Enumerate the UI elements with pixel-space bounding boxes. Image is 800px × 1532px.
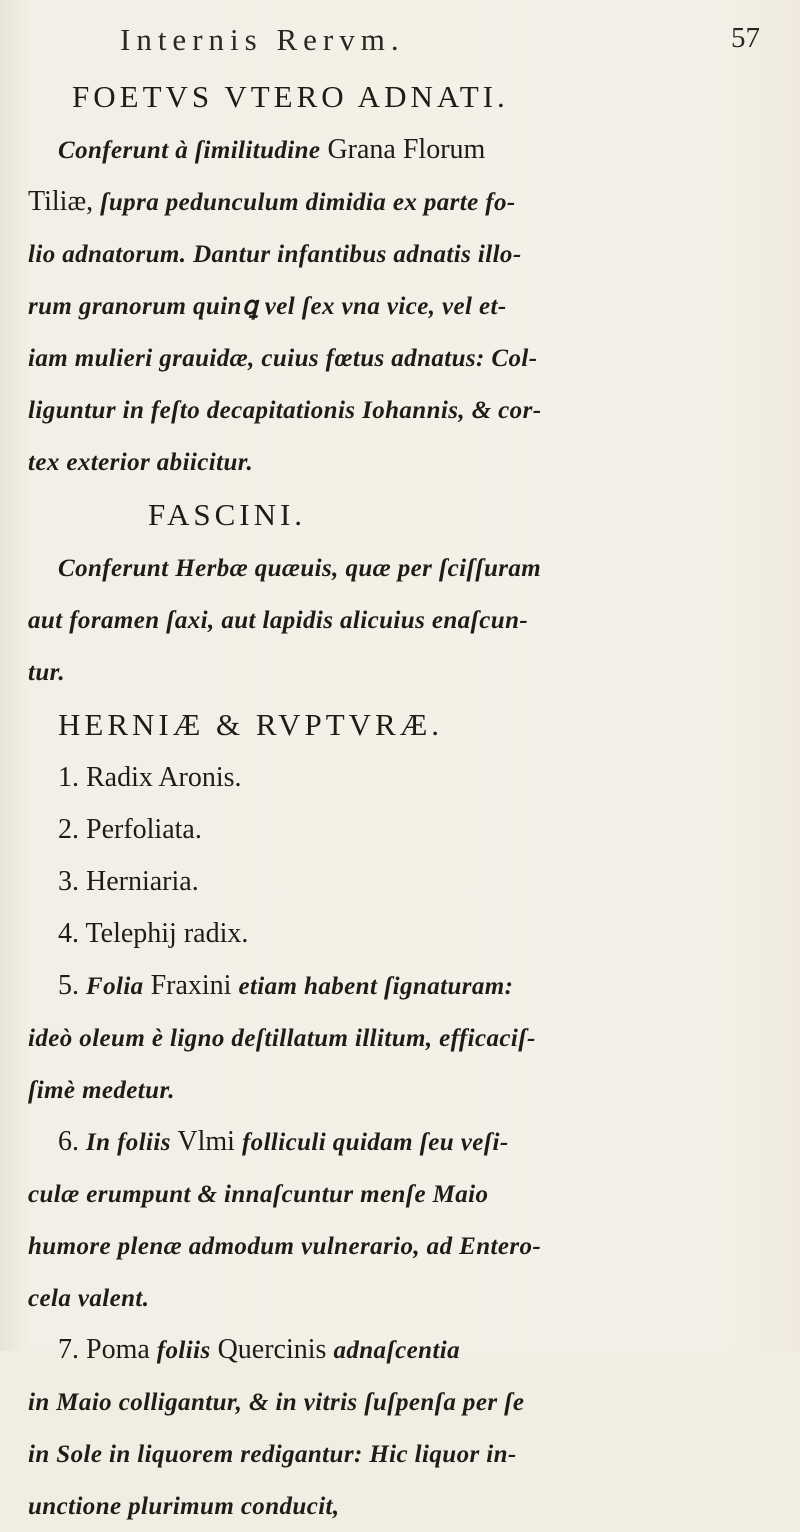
list-item: 7. Poma foliis Quercinis adnaſcentia xyxy=(58,1334,461,1365)
text-line: liguntur in feſto decapitationis Iohannis, & cor- xyxy=(28,397,542,424)
text-line: Tiliæ, ſupra pedunculum dimidia ex parte fo- xyxy=(28,186,516,217)
list-item: 6. In foliis Vlmi folliculi quidam ſeu veſi- xyxy=(58,1126,509,1157)
list-item: 4. Telephij radix. xyxy=(58,918,249,949)
text-line: aut foramen ſaxi, aut lapidis alicuius enaſcun- xyxy=(28,607,529,634)
text-line: tur. xyxy=(28,659,66,686)
text-line: humore plenæ admodum vulnerario, ad Entero- xyxy=(28,1233,542,1260)
text-line: lio adnatorum. Dantur infantibus adnatis illo- xyxy=(28,241,522,268)
text-line: Conferunt Herbæ quæuis, quæ per ſciſſuram xyxy=(58,555,542,582)
text-line: tex exterior abiicitur. xyxy=(28,449,254,476)
section-heading-fascini: FASCINI. xyxy=(148,497,307,532)
text-line: cela valent. xyxy=(28,1285,150,1312)
list-item: 5. Folia Fraxini etiam habent ſignaturam: xyxy=(58,970,514,1001)
text-line: culæ erumpunt & innaſcuntur menſe Maio xyxy=(28,1181,489,1208)
text-block xyxy=(28,70,772,1532)
text-line: Conferunt à ſimilitudine Grana Florum xyxy=(58,134,486,165)
text-line: unctione plurimum conducit, xyxy=(28,1493,340,1520)
text-line: ſimè medetur. xyxy=(28,1077,175,1104)
text-line: iam mulieri grauidæ, cuius fœtus adnatus: Col- xyxy=(28,345,538,372)
list-item: 3. Herniaria. xyxy=(58,866,199,897)
running-head: Internis Rervm. xyxy=(120,22,405,57)
page-number: 57 xyxy=(731,22,760,54)
text-line: ideò oleum è ligno deſtillatum illitum, efficaciſ- xyxy=(28,1025,536,1052)
section-heading-foetus: FOETVS VTERO ADNATI. xyxy=(72,79,509,114)
section-heading-herniae: HERNIÆ & RVPTVRÆ. xyxy=(58,707,444,742)
text-line: in Maio colligantur, & in vitris ſuſpenſa per ſe xyxy=(28,1389,525,1416)
text-line: rum granorum quinꝗ vel ſex vna vice, vel et- xyxy=(28,293,507,320)
list-item: 2. Perfoliata. xyxy=(58,814,202,845)
list-item: 1. Radix Aronis. xyxy=(58,762,242,793)
text-line: in Sole in liquorem redigantur: Hic liquor in- xyxy=(28,1441,517,1468)
